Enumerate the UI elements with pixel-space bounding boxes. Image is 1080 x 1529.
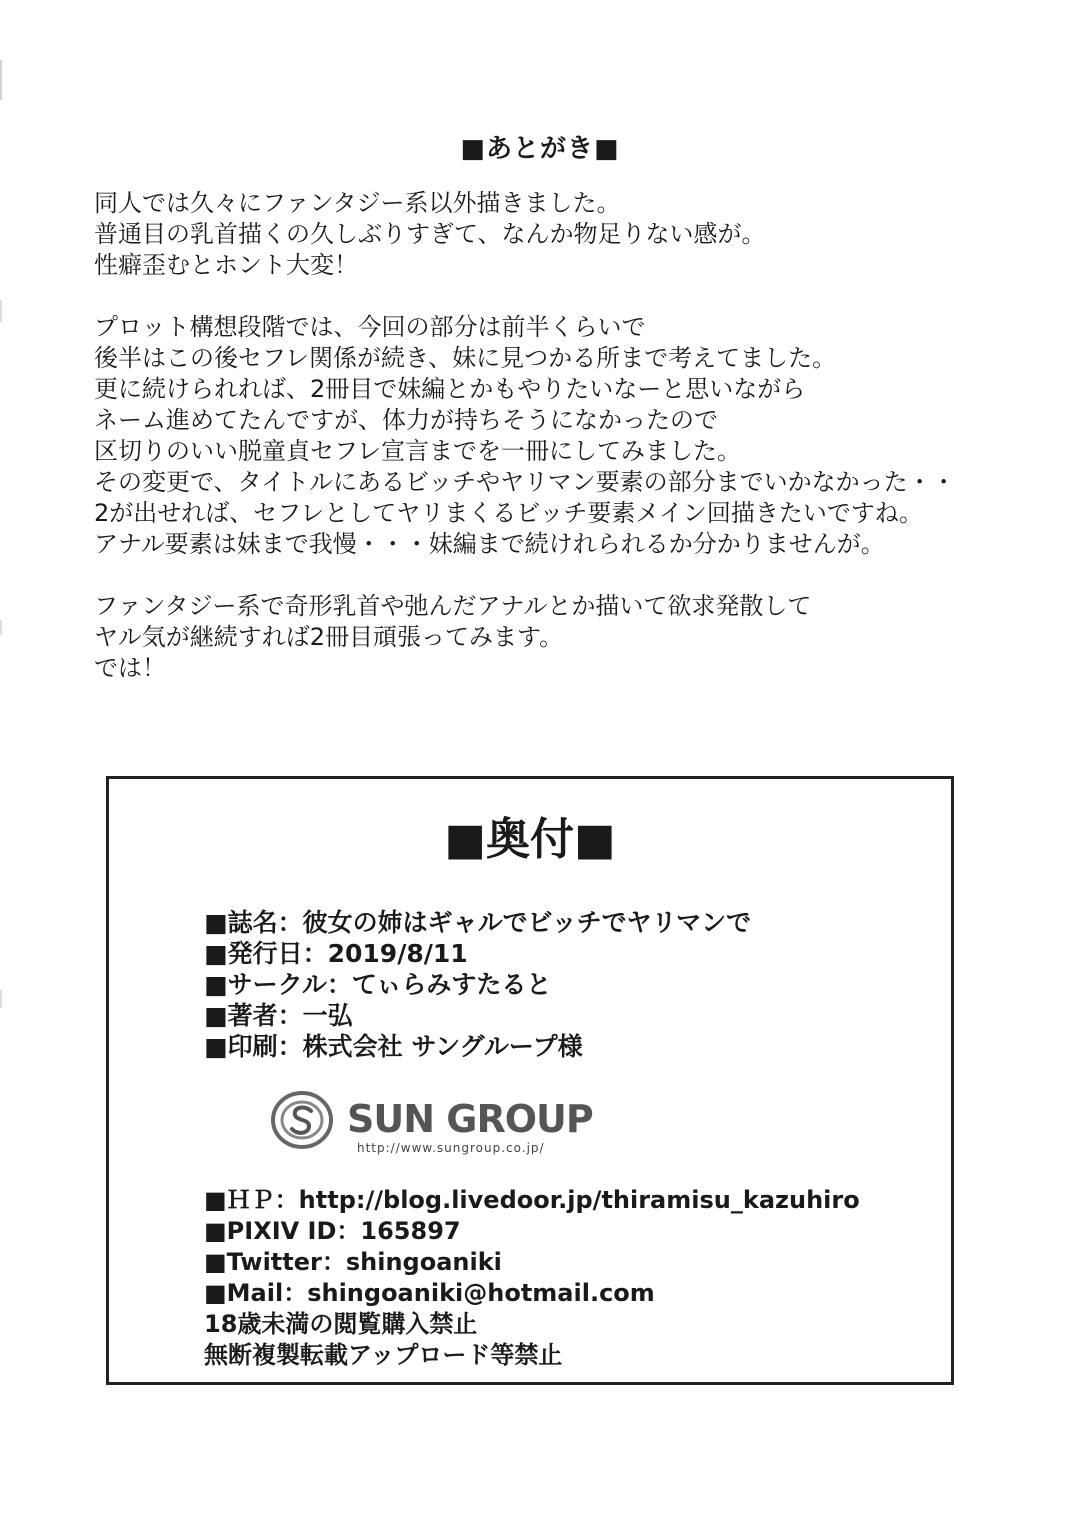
afterword-line: では！	[94, 654, 166, 682]
afterword-line: ネーム進めてたんですが、体力が持ちそうになかったので	[94, 406, 718, 434]
afterword-paragraph	[94, 591, 994, 684]
info-title-line: ■誌名：彼女の姉はギャルでビッチでヤリマンで	[204, 908, 752, 937]
afterword-paragraph	[94, 312, 994, 560]
afterword-line: その変更で、タイトルにあるビッチやヤリマン要素の部分までいかなかった・・	[94, 468, 956, 496]
publication-info	[204, 907, 751, 1062]
info-author-line: ■著者：一弘	[204, 1001, 353, 1030]
afterword-line: 普通目の乳首描くの久しぶりすぎて、なんか物足りない感が。	[94, 220, 766, 248]
sun-group-emblem-icon	[271, 1089, 333, 1151]
afterword-title: ■あとがき■	[460, 134, 620, 164]
reproduction-prohibited-notice: 無断複製転載アップロード等禁止	[204, 1341, 563, 1369]
contact-mail-line: ■Mail：shingoaniki@hotmail.com	[204, 1279, 655, 1307]
contact-twitter-line: ■Twitter：shingoaniki	[204, 1248, 502, 1276]
afterword-line: プロット構想段階では、今回の部分は前半くらいで	[94, 313, 646, 341]
info-circle-line: ■サークル：てぃらみすたると	[204, 970, 552, 999]
afterword-paragraph	[94, 188, 994, 281]
afterword-line: ヤル気が継続すれば2冊目頑張ってみます。	[94, 623, 564, 651]
afterword-line: 2が出せれば、セフレとしてヤリまくるビッチ要素メイン回描きたいですね。	[94, 499, 923, 527]
afterword-line: 性癖歪むとホント大変！	[94, 251, 358, 279]
logo-name: SUN GROUP	[347, 1097, 593, 1141]
afterword-line: 同人では久々にファンタジー系以外描きました。	[94, 189, 621, 217]
page-edge-scan-mark	[0, 60, 3, 1260]
afterword-line: 区切りのいい脱童貞セフレ宣言までを一冊にしてみました。	[94, 437, 742, 465]
contact-pixiv-line: ■PIXIV ID：165897	[204, 1217, 461, 1245]
afterword-line: ファンタジー系で奇形乳首や弛んだアナルとか描いて欲求発散して	[94, 592, 812, 620]
info-printer-line: ■印刷：株式会社 サングループ様	[204, 1032, 583, 1061]
colophon-title: ■奥付■	[444, 814, 616, 865]
contact-info	[204, 1185, 860, 1371]
age-restriction-notice: 18歳未満の閲覧購入禁止	[204, 1310, 478, 1338]
logo-url: http://www.sungroup.co.jp/	[357, 1141, 545, 1155]
afterword-line: 更に続けられれば、2冊目で妹編とかもやりたいなーと思いながら	[94, 375, 806, 403]
afterword-body	[94, 188, 994, 684]
afterword-line: アナル要素は妹まで我慢・・・妹編まで続けれられるか分かりませんが。	[94, 530, 885, 558]
sun-group-logo	[271, 1089, 611, 1164]
colophon-box	[106, 776, 954, 1385]
afterword-line: 後半はこの後セフレ関係が続き、妹に見つかる所まで考えてました。	[94, 344, 837, 372]
contact-hp-line: ■ＨＰ：http://blog.livedoor.jp/thiramisu_kazuhiro	[204, 1186, 860, 1214]
info-date-line: ■発行日：2019/8/11	[204, 939, 468, 968]
